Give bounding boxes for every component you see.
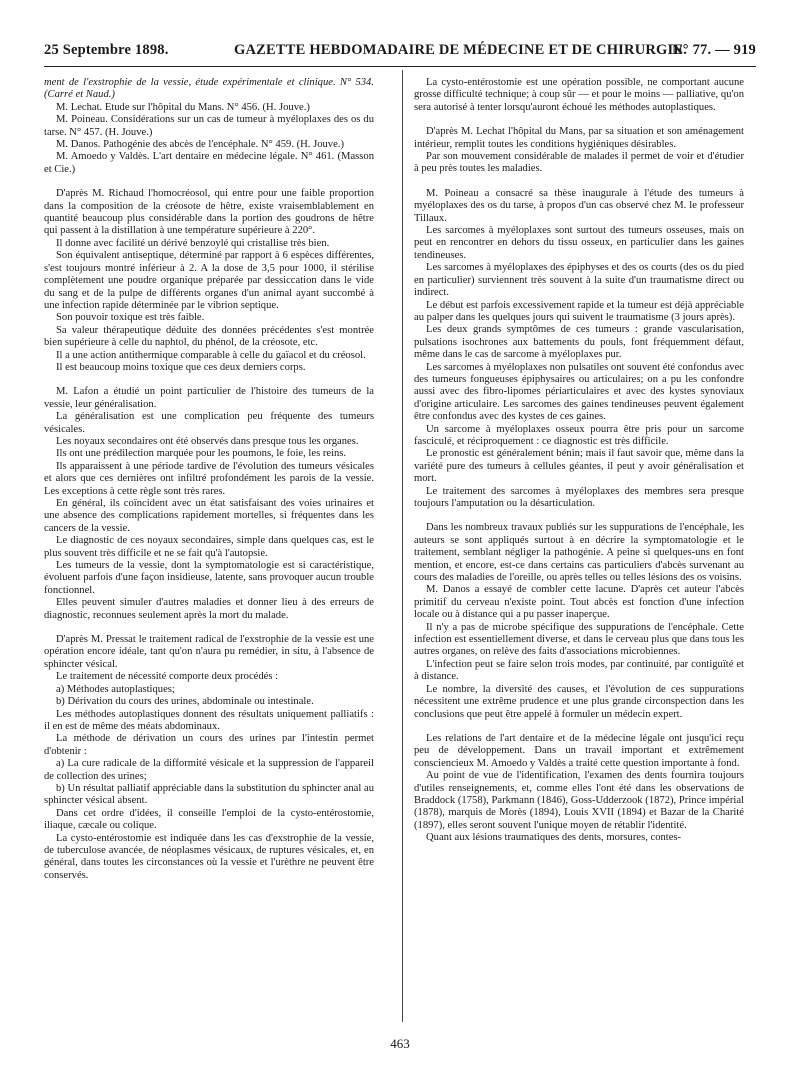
paragraph: Les tumeurs de la vessie, dont la symptomatologie est si caractéristique, évoluent parfois d'une façon insidieuse, latente, sans provoquer aucun trouble fonctionnel. bbox=[44, 560, 374, 596]
paragraph: La cysto-entérostomie est une opération possible, ne comportant aucune grosse difficulté technique; à coup sûr — et pour le moins — palliative, qu'on sera autorisé à tenter lorsqu'auront échoué les méthodes autoplastiques. bbox=[414, 77, 744, 113]
list-item: b) Dérivation du cours des urines, abdominale ou intestinale. bbox=[56, 696, 314, 708]
paragraph: Le traitement de nécessité comporte deux procédés : bbox=[56, 671, 279, 683]
thesis-list-item: M. Danos. Pathogénie des abcès de l'encéphale. N° 459. (H. Jouve.) bbox=[56, 139, 344, 151]
list-item: b) Un résultat palliatif appréciable dans la substitution du sphincter anal au sphincter vésical absent. bbox=[44, 782, 374, 807]
paragraph: Dans les nombreux travaux publiés sur les suppurations de l'encéphale, les auteurs se sont appliqués surtout à en décrire la symptomatologie et le traitement, semblant négliger la pathogénie. A peine si quelques-uns en font mention, et encore, est-ce dans certains cas particuliers d'abcès survenant au cours des maladies de l'oreille, ou après telles ou telles lésions des os voisins. bbox=[414, 522, 744, 584]
paragraph: Elles peuvent simuler d'autres maladies et donner lieu à des erreurs de diagnostic, reconnues seulement après la mort du malade. bbox=[44, 597, 374, 621]
right-column bbox=[414, 77, 744, 845]
paragraph: L'infection peut se faire selon trois modes, par continuité, par contiguïté et à distance. bbox=[414, 658, 744, 683]
paragraph: Au point de vue de l'identification, l'examen des dents fournira toujours d'utiles renseignements, et, comme elles l'ont été dans les observations de Braddock (1758), Parkmann (1846), Goss-Udderzook (1872), Prince impérial (1878), marquis de Morès (1894), Louis XVII (1894) et Bazar de la Charité (1897), elles seront souvent l'unique moyen de rétablir l'identité. bbox=[414, 770, 744, 831]
paragraph: Le traitement des sarcomes à myéloplaxes des membres sera presque toujours l'amputation ou la désarticulation. bbox=[414, 485, 744, 509]
paragraph: Les sarcomes à myéloplaxes sont surtout des tumeurs osseuses, mais on peut en rencontrer en dehors du tissu osseux, en particulier dans les gaines tendineuses. bbox=[414, 225, 744, 261]
left-column bbox=[44, 77, 374, 882]
running-header bbox=[44, 40, 756, 67]
list-item: a) La cure radicale de la difformité vésicale et la suppression de l'appareil de collection des urines; bbox=[44, 758, 374, 782]
page-number: 463 bbox=[390, 1036, 410, 1051]
list-item: a) Méthodes autoplastiques; bbox=[56, 683, 175, 695]
header-issue-number: N° 77. — 919 bbox=[672, 42, 756, 58]
paragraph: Le diagnostic de ces noyaux secondaires, simple dans quelques cas, est le plus souvent très difficile et ne se fait qu'à l'autopsie. bbox=[44, 535, 374, 559]
thesis-list-item: ment de l'exstrophie de la vessie, étude expérimentale et clinique. N° 534. (Carré et Naud.) bbox=[44, 77, 374, 101]
paragraph: Dans cet ordre d'idées, il conseille l'emploi de la cysto-entérostomie, iliaque, cæcale ou colique. bbox=[44, 807, 374, 832]
paragraph: Un sarcome à myéloplaxes osseux pourra être pris pour un sarcome fasciculé, et réciproquement : ce diagnostic est très difficile. bbox=[414, 423, 744, 447]
paragraph: Son pouvoir toxique est très faible. bbox=[56, 312, 205, 324]
paragraph: Les relations de l'art dentaire et de la médecine légale ont jusqu'ici reçu peu de développement. Dans un travail important et extrêmement consciencieux M. Amoedo y Valdès a traité cette question importante à fond. bbox=[414, 732, 744, 769]
paragraph: Sa valeur thérapeutique déduite des données précédentes s'est montrée bien supérieure à celle du naphtol, du phénol, de la créosote, etc. bbox=[44, 324, 374, 349]
header-journal-title: GAZETTE HEBDOMADAIRE DE MÉDECINE ET DE CHIRURGIE. bbox=[234, 42, 688, 58]
paragraph: Ils ont une prédilection marquée pour les poumons, le foie, les reins. bbox=[56, 448, 347, 460]
paragraph: D'après M. Lechat l'hôpital du Mans, par sa situation et son aménagement intérieur, remplit toutes les conditions hygiéniques désirables. bbox=[414, 126, 744, 150]
paragraph: La généralisation est une complication peu fréquente des tumeurs vésicales. bbox=[44, 411, 374, 435]
thesis-list-item: M. Poineau. Considérations sur un cas de tumeur à myéloplaxes des os du tarse. N° 457. (H. Jouve.) bbox=[44, 114, 374, 138]
thesis-list-item: M. Lechat. Etude sur l'hôpital du Mans. N° 456. (H. Jouve.) bbox=[56, 101, 310, 113]
paragraph: Le nombre, la diversité des causes, et l'évolution de ces suppurations nécessitent une extrême prudence et une plus grande circonspection dans les conclusions que peut être appelé à formuler un médecin expert. bbox=[414, 683, 744, 720]
paragraph: Quant aux lésions traumatiques des dents, morsures, contes- bbox=[426, 832, 682, 844]
paragraph: Les méthodes autoplastiques donnent des résultats uniquement palliatifs : il en est de même des méats abdominaux. bbox=[44, 708, 374, 732]
paragraph: La cysto-entérostomie est indiquée dans les cas d'exstrophie de la vessie, de tuberculose avancée, de néoplasmes vésicaux, de ruptures vésicales, et, en général, dans toutes les circonstances où la vessie et l'urèthre ne peuvent être conservés. bbox=[44, 832, 374, 881]
paragraph: Il est beaucoup moins toxique que ces deux derniers corps. bbox=[56, 361, 306, 373]
paragraph: Par son mouvement considérable de malades il permet de voir et d'étudier à peu près toutes les maladies. bbox=[414, 151, 744, 175]
paragraph: Il n'y a pas de microbe spécifique des suppurations de l'encéphale. Cette infection est essentiellement diverse, et dans le cerveau plus que dans tous les autres organes, on relève des faits d'associations microbiennes. bbox=[414, 621, 744, 658]
header-date: 25 Septembre 1898. bbox=[44, 42, 169, 58]
paragraph: La méthode de dérivation un cours des urines par l'intestin permet d'obtenir : bbox=[44, 733, 374, 757]
paragraph: M. Poineau a consacré sa thèse inaugurale à l'étude des tumeurs à myéloplaxes des os du tarse, à propos d'un cas observé chez M. le professeur Tillaux. bbox=[414, 187, 744, 224]
paragraph: Les deux grands symptômes de ces tumeurs : grande vascularisation, pulsations isochrones aux battements du pouls, font fréquemment défaut, même dans le cas de sarcome à myéloplaxes pur. bbox=[414, 324, 744, 361]
paragraph: Son équivalent antiseptique, déterminé par rapport à 6 espèces différentes, s'est toujours montré inférieur à 2. A la dose de 3,5 pour 1000, il stérilise complètement une poudre organique préparée par dessiccation dans le vide du sang et de la pulpe de différents organes d'un animal ayant succombé à une infection rapide déterminée par le vibrion septique. bbox=[44, 250, 374, 311]
thesis-list-item: M. Amoedo y Valdès. L'art dentaire en médecine légale. N° 461. (Masson et Cie.) bbox=[44, 151, 374, 175]
paragraph: Le pronostic est généralement bénin; mais il faut savoir que, même dans la variété pure des tumeurs à cellules géantes, il peut y avoir généralisation et mort. bbox=[414, 448, 744, 485]
paragraph: Le début est parfois excessivement rapide et la tumeur est déjà appréciable au palper dans les quelques jours qui suivent le traumatisme (3 jours après). bbox=[414, 299, 744, 323]
column-divider bbox=[402, 70, 403, 1022]
paragraph: Il a une action antithermique comparable à celle du gaïacol et du créosol. bbox=[56, 349, 366, 361]
paragraph: M. Danos a essayé de combler cette lacune. D'après cet auteur l'abcès primitif du cerveau n'existe point. Tout abcès est fonction d'une infection locale ou à distance qui a pu passer inaperçue. bbox=[414, 584, 744, 621]
paragraph: D'après M. Richaud l'homocréosol, qui entre pour une faible proportion dans la composition de la créosote de hêtre, existe vraisemblablement en quantité beaucoup plus considérable dans la portion des goudrons de hêtre qui passent à la distillation à une température supérieure à 220°. bbox=[44, 188, 374, 237]
paragraph: M. Lafon a étudié un point particulier de l'histoire des tumeurs de la vessie, leur généralisation. bbox=[44, 386, 374, 410]
paragraph: Les sarcomes à myéloplaxes des épiphyses et des os courts (des os du pied en particulier) surviennent très souvent à la suite d'un traumatisme direct ou indirect. bbox=[414, 262, 744, 299]
paragraph: D'après M. Pressat le traitement radical de l'exstrophie de la vessie est une opération encore idéale, tant qu'on n'aura pu remédier, in situ, à l'absence de sphincter vésical. bbox=[44, 634, 374, 670]
paragraph: Ils apparaissent à une période tardive de l'évolution des tumeurs vésicales et alors que ces dernières ont infiltré profondément les parois de la vessie. Les exceptions à cette règle sont très rares. bbox=[44, 460, 374, 497]
paragraph: En général, ils coïncident avec un état satisfaisant des voies urinaires et une absence des complications rapidement mortelles, si fréquentes dans les cancers de la vessie. bbox=[44, 498, 374, 534]
paragraph: Il donne avec facilité un dérivé benzoylé qui cristallise très bien. bbox=[56, 237, 330, 249]
paragraph: Les noyaux secondaires ont été observés dans presque tous les organes. bbox=[56, 435, 359, 447]
paragraph: Les sarcomes à myéloplaxes non pulsatiles ont souvent été confondus avec des tumeurs fongueuses épiphysaires ou articulaires; on a pu les confondre aussi avec des fibro-lipomes périarticulaires et avec des kystes synoviaux d'origine articulaire. Les sarcomes des gaines tendineuses peuvent également être confondus avec des kystes de ces gaines. bbox=[414, 361, 744, 423]
